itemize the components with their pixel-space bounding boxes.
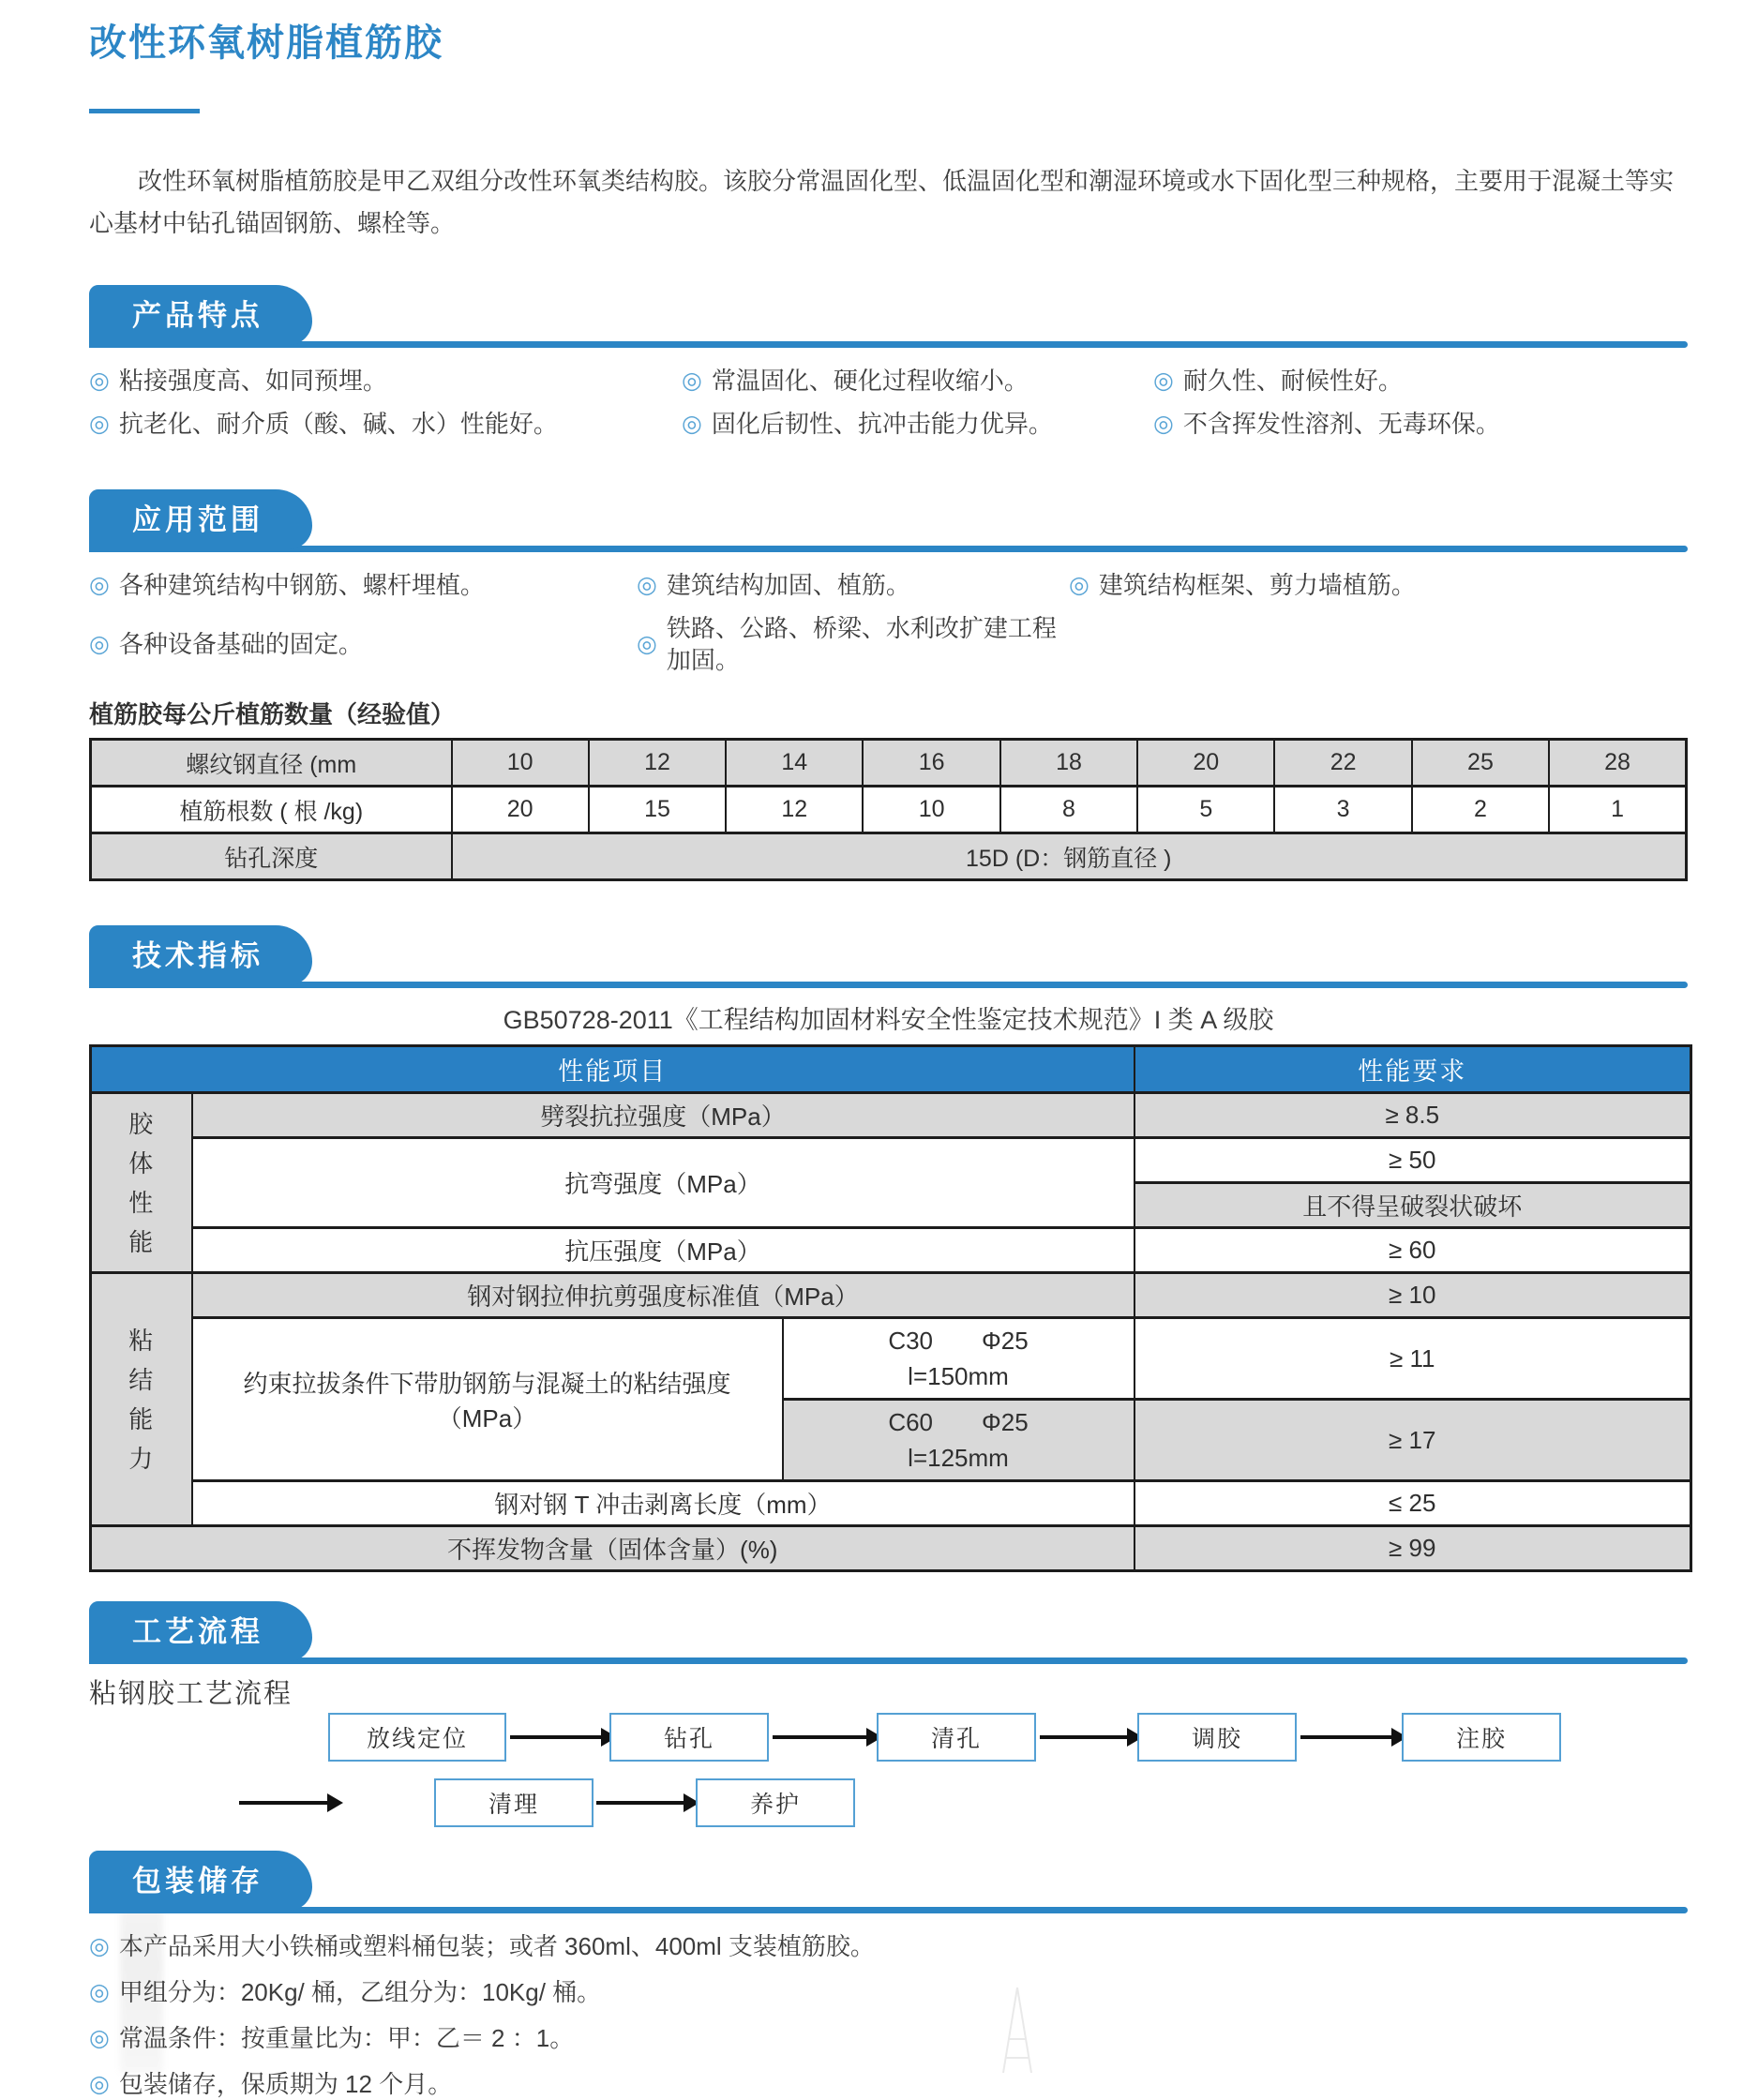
list-item (89, 612, 637, 676)
bullet-icon: ◎ (89, 368, 110, 394)
flow-arrow-icon (1040, 1735, 1130, 1739)
list-item (89, 1930, 1688, 1962)
flow-step: 调胶 (1137, 1713, 1297, 1762)
list-item (89, 365, 682, 397)
feature-text: 不含挥发性溶剂、无毒环保。 (1182, 410, 1500, 438)
cell: 15 (589, 787, 726, 833)
group-label: 胶体性能 (91, 1093, 192, 1273)
flow-arrow-icon (773, 1735, 869, 1739)
section-rule (89, 546, 1688, 552)
table-header-row (91, 1046, 1691, 1093)
list-item (89, 2068, 1688, 2100)
cell: 1 (1549, 787, 1686, 833)
tech-spec-table (89, 1044, 1692, 1572)
cell: 10 (863, 787, 999, 833)
row-label: 植筋根数 ( 根 /kg) (91, 787, 452, 833)
flow-step: 钻孔 (609, 1713, 769, 1762)
table-row (91, 1273, 1691, 1318)
table-row (91, 1481, 1691, 1526)
feature-text: 粘接强度高、如同预埋。 (118, 367, 387, 395)
table-row (91, 740, 1687, 787)
section-header-process (89, 1598, 1688, 1664)
table-row (91, 1318, 1691, 1400)
list-item (1153, 365, 1688, 397)
flow-arrow-icon (1300, 1735, 1394, 1739)
section-tab-packaging: 包装储存 (89, 1851, 312, 1911)
rebar-table-caption: 植筋胶每公斤植筋数量（经验值） (89, 700, 456, 728)
bullet-icon: ◎ (89, 2025, 110, 2051)
cell: 12 (589, 740, 726, 787)
features-list (89, 365, 1688, 440)
cell: 20 (1137, 740, 1274, 787)
section-tab-features: 产品特点 (89, 285, 312, 345)
intro-paragraph: 改性环氧树脂植筋胶是甲乙双组分改性环氧类结构胶。该胶分常温固化型、低温固化型和潮湿环境或水下固化型三种规格，主要用于混凝土等实心基材中钻孔锚固钢筋、螺栓等。 (89, 167, 1675, 237)
applications-list (89, 569, 1688, 676)
bullet-icon: ◎ (89, 631, 110, 657)
bullet-icon: ◎ (637, 631, 657, 657)
list-item (89, 1976, 1688, 2008)
feature-text: 固化后韧性、抗冲击能力优异。 (711, 410, 1053, 438)
flow-arrow-icon (510, 1735, 604, 1739)
bullet-icon: ◎ (89, 1979, 110, 2005)
condition-line: l=150mm (908, 1362, 1009, 1390)
list-item (89, 408, 682, 440)
packaging-text: 包装储存，保质期为 12 个月。 (118, 2070, 453, 2098)
cell: ≥ 10 (1134, 1273, 1691, 1318)
section-tab-process: 工艺流程 (89, 1601, 312, 1661)
cell: 钢对钢 T 冲击剥离长度（mm） (192, 1481, 1134, 1526)
list-item (1153, 408, 1688, 440)
section-tab-tech: 技术指标 (89, 925, 312, 985)
section-header-tech (89, 922, 1688, 988)
cell: 不挥发物含量（固体含量）(%) (91, 1526, 1134, 1571)
group-label: 粘结能力 (91, 1273, 192, 1526)
cell: 抗弯强度（MPa） (192, 1138, 1134, 1228)
packaging-text: 本产品采用大小铁桶或塑料桶包装；或者 360ml、400ml 支装植筋胶。 (118, 1932, 875, 1960)
section-rule (89, 1658, 1688, 1664)
flow-step: 清孔 (877, 1713, 1036, 1762)
cell-condition-c60 (783, 1400, 1134, 1481)
cell: 18 (1000, 740, 1137, 787)
condition-line: l=125mm (908, 1444, 1009, 1472)
section-rule (89, 341, 1688, 348)
cell: 16 (863, 740, 999, 787)
section-header-packaging (89, 1848, 1688, 1913)
flow-arrow-icon (239, 1801, 330, 1805)
cell-condition-c30 (783, 1318, 1134, 1400)
flow-step: 注胶 (1402, 1713, 1561, 1762)
table-row (91, 1138, 1691, 1183)
flow-arrow-icon (596, 1801, 686, 1805)
list-item (637, 612, 1069, 676)
bullet-icon: ◎ (1069, 572, 1089, 598)
header-performance-req: 性能要求 (1134, 1046, 1691, 1093)
condition-line: C60 Φ25 (888, 1408, 1029, 1436)
cell: 8 (1000, 787, 1137, 833)
list-item (89, 2022, 1688, 2054)
bullet-icon: ◎ (89, 1933, 110, 1959)
cell: ≤ 25 (1134, 1481, 1691, 1526)
cell: ≥ 50 (1134, 1138, 1691, 1183)
bullet-icon: ◎ (682, 411, 702, 437)
cell: 抗压强度（MPa） (192, 1228, 1134, 1273)
section-tab-applications: 应用范围 (89, 489, 312, 549)
list-item (89, 569, 637, 601)
bullet-icon: ◎ (89, 572, 110, 598)
cell: 12 (726, 787, 863, 833)
cell: ≥ 99 (1134, 1526, 1691, 1571)
page-title: 改性环氧树脂植筋胶 (89, 22, 443, 64)
flow-step: 养护 (696, 1778, 855, 1827)
feature-text: 常温固化、硬化过程收缩小。 (711, 367, 1029, 395)
table-row (91, 787, 1687, 833)
application-text: 建筑结构加固、植筋。 (666, 571, 910, 599)
cell: 10 (452, 740, 589, 787)
list-item (682, 408, 1153, 440)
cell: 28 (1549, 740, 1686, 787)
packaging-text: 甲组分为：20Kg/ 桶，乙组分为：10Kg/ 桶。 (118, 1978, 602, 2006)
section-rule (89, 982, 1688, 988)
cell: 钢对钢拉伸抗剪强度标准值（MPa） (192, 1273, 1134, 1318)
section-rule (89, 1907, 1688, 1913)
cell: 14 (726, 740, 863, 787)
bullet-icon: ◎ (89, 411, 110, 437)
rebar-count-table (89, 738, 1688, 881)
application-text: 各种建筑结构中钢筋、螺杆埋植。 (118, 571, 485, 599)
bullet-icon: ◎ (637, 572, 657, 598)
bullet-icon: ◎ (89, 2071, 110, 2097)
feature-text: 抗老化、耐介质（酸、碱、水）性能好。 (118, 410, 558, 438)
cell: 2 (1412, 787, 1549, 833)
bullet-icon: ◎ (682, 368, 702, 394)
process-flowchart (89, 1713, 1688, 1835)
bullet-icon: ◎ (1153, 411, 1174, 437)
condition-line: C30 Φ25 (888, 1327, 1029, 1355)
application-text: 铁路、公路、桥梁、水利改扩建工程加固。 (666, 614, 1057, 674)
cell: 5 (1137, 787, 1274, 833)
cell: 劈裂抗拉强度（MPa） (192, 1093, 1134, 1138)
application-text: 各种设备基础的固定。 (118, 630, 363, 658)
section-header-features (89, 282, 1688, 348)
cell-drill-depth: 15D (D：钢筋直径 ) (452, 833, 1687, 880)
cell: 22 (1274, 740, 1411, 787)
cell: 25 (1412, 740, 1549, 787)
title-dash (89, 109, 200, 113)
cell: 3 (1274, 787, 1411, 833)
flow-step: 放线定位 (328, 1713, 506, 1762)
bullet-icon: ◎ (1153, 368, 1174, 394)
cell: 约束拉拔条件下带肋钢筋与混凝土的粘结强度（MPa） (192, 1318, 783, 1481)
application-text: 建筑结构框架、剪力墙植筋。 (1098, 571, 1416, 599)
packaging-list (89, 1930, 1688, 2100)
table-row (91, 1526, 1691, 1571)
flow-step: 清理 (434, 1778, 594, 1827)
row-label: 螺纹钢直径 (mm (91, 740, 452, 787)
header-performance-item: 性能项目 (91, 1046, 1134, 1093)
packaging-text: 常温条件：按重量比为：甲：乙＝ 2 ：1。 (118, 2024, 575, 2052)
standard-reference: GB50728-2011《工程结构加固材料安全性鉴定技术规范》I 类 A 级胶 (503, 1006, 1274, 1034)
cell: ≥ 60 (1134, 1228, 1691, 1273)
table-row (91, 1093, 1691, 1138)
process-subtitle: 粘钢胶工艺流程 (89, 1679, 293, 1709)
cell: ≥ 11 (1134, 1318, 1691, 1400)
section-header-applications (89, 487, 1688, 552)
feature-text: 耐久性、耐候性好。 (1182, 367, 1403, 395)
table-row (91, 1228, 1691, 1273)
cell: ≥ 8.5 (1134, 1093, 1691, 1138)
cell: 且不得呈破裂状破坏 (1134, 1183, 1691, 1228)
cell: ≥ 17 (1134, 1400, 1691, 1481)
list-item (682, 365, 1153, 397)
table-row (91, 833, 1687, 880)
row-label: 钻孔深度 (91, 833, 452, 880)
list-item (637, 569, 1069, 601)
list-item (1069, 569, 1688, 601)
cell: 20 (452, 787, 589, 833)
